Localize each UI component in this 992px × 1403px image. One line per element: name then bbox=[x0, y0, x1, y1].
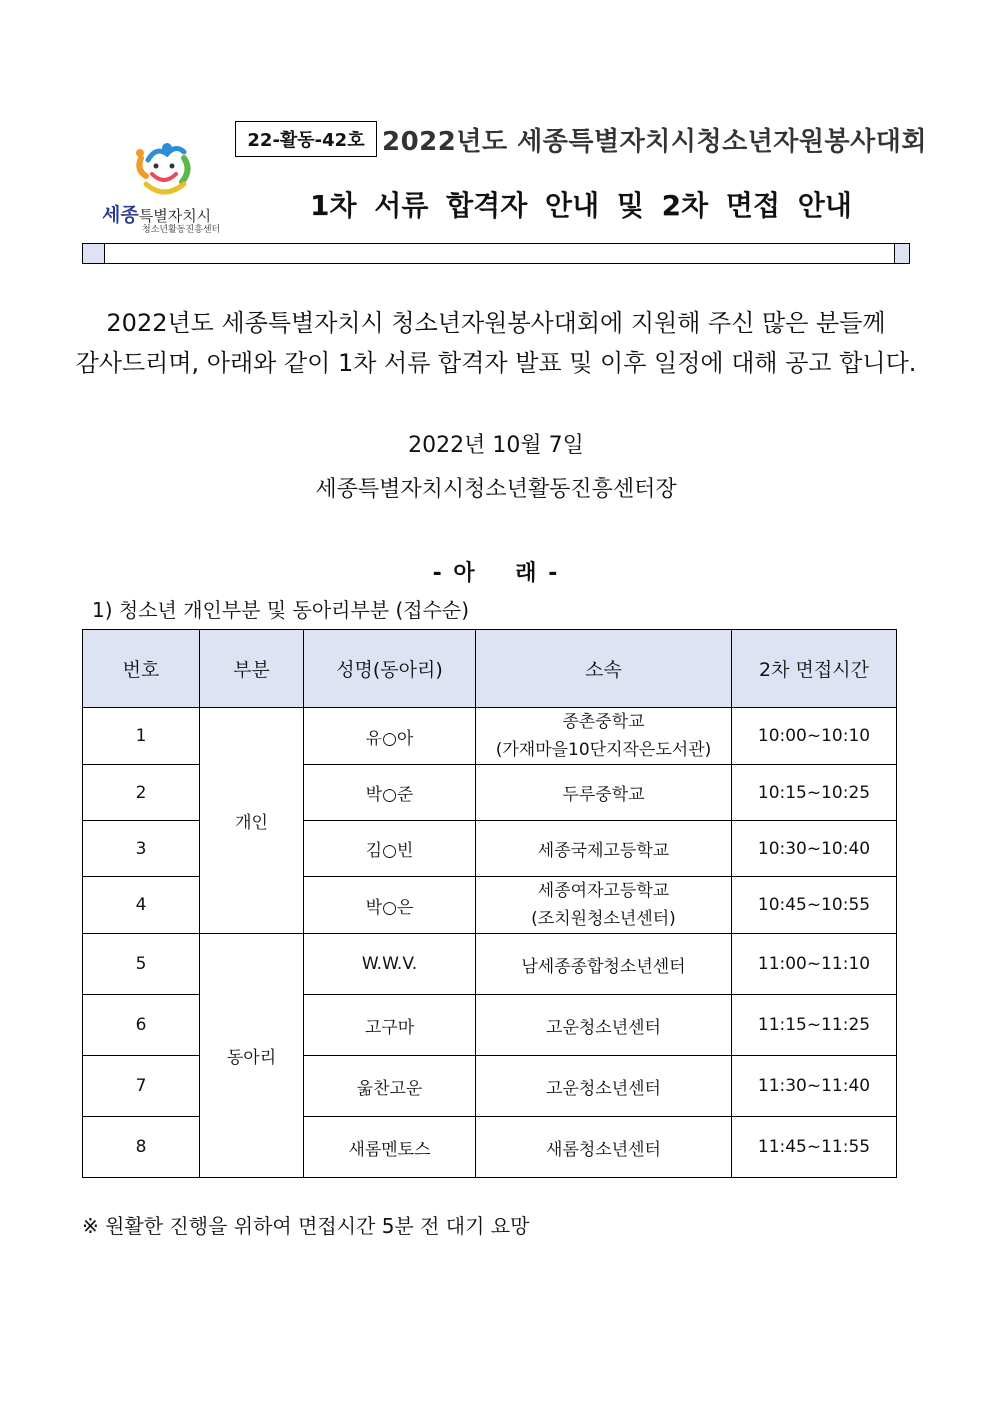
results-table bbox=[82, 629, 897, 1178]
intro-line-1: 2022년도 세종특별자치시 청소년자원봉사대회에 지원해 주신 많은 분들께 bbox=[106, 309, 886, 337]
table-row: 1 개인 유○아 종촌중학교 (가재마을10단지작은도서관) 10:00~10:10 bbox=[83, 708, 897, 765]
smiling-figures-icon bbox=[96, 140, 231, 202]
header-category: 부분 bbox=[200, 630, 304, 708]
logo-main-text: 세종 bbox=[102, 204, 139, 226]
announcement-date: 2022년 10월 7일 bbox=[408, 433, 584, 458]
table-row: 2 박○준 두루중학교 10:15~10:25 bbox=[83, 765, 897, 821]
group-club: 동아리 bbox=[200, 934, 304, 1178]
page-subtitle: 1차 서류 합격자 안내 및 2차 면접 안내 bbox=[310, 189, 852, 222]
header-affiliation: 소속 bbox=[476, 630, 732, 708]
header-interview-time: 2차 면접시간 bbox=[732, 630, 897, 708]
header-divider-bar bbox=[82, 243, 910, 264]
header-name: 성명(동아리) bbox=[304, 630, 476, 708]
group-individual: 개인 bbox=[200, 708, 304, 934]
table-row: 5 동아리 W.W.V. 남세종종합청소년센터 11:00~11:10 bbox=[83, 934, 897, 995]
sejong-logo bbox=[96, 140, 231, 235]
table-header-row bbox=[83, 630, 897, 708]
document-number: 22-활동-42호 bbox=[235, 121, 377, 157]
table-row: 4 박○은 세종여자고등학교 (조치원청소년센터) 10:45~10:55 bbox=[83, 877, 897, 934]
table-row: 7 욺찬고운 고운청소년센터 11:30~11:40 bbox=[83, 1056, 897, 1117]
table-row: 8 새롬멘토스 새롬청소년센터 11:45~11:55 bbox=[83, 1117, 897, 1178]
section-title: 1) 청소년 개인부분 및 동아리부분 (접수순) bbox=[92, 598, 470, 622]
header-number: 번호 bbox=[83, 630, 200, 708]
logo-rest-text: 특별자치시 bbox=[138, 207, 212, 225]
footer-note: ※ 원활한 진행을 위하여 면접시간 5분 전 대기 요망 bbox=[82, 1214, 530, 1238]
issuer-name: 세종특별자치시청소년활동진흥센터장 bbox=[315, 477, 677, 502]
page-title: 2022년도 세종특별자치시청소년자원봉사대회 bbox=[382, 127, 928, 157]
logo-sub-text: 청소년활동진흥센터 bbox=[142, 225, 221, 235]
table-row: 6 고구마 고운청소년센터 11:15~11:25 bbox=[83, 995, 897, 1056]
below-heading: - 아 래 - bbox=[432, 561, 560, 586]
intro-line-2: 감사드리며, 아래와 같이 1차 서류 합격자 발표 및 이후 일정에 대해 공고 합니다. bbox=[75, 349, 917, 377]
table-row: 3 김○빈 세종국제고등학교 10:30~10:40 bbox=[83, 821, 897, 877]
